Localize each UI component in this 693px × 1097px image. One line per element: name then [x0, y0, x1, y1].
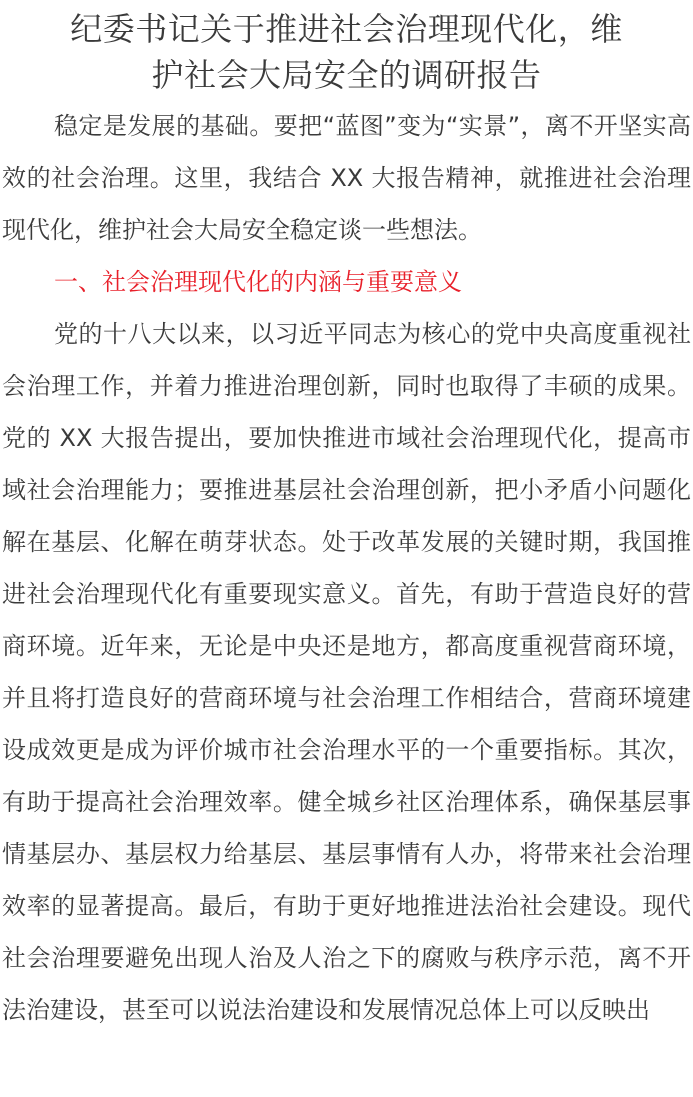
title-line-2: 护社会大局安全的调研报告 [151, 56, 542, 94]
document-title [0, 0, 693, 98]
body-paragraph: 党的十八大以来，以习近平同志为核心的党中央高度重视社会治理工作，并着力推进治理创新，同时也取得了丰硕的成果。党的 XX 大报告提出，要加快推进市域社会治理现代化，提高市域社会治理能力；要推进基层社会治理创新，把小矛盾小问题化解在基层、化解在萌芽状态。处于改革发展的关键时期，我国推进社会治理现代化有重要现实意义。首先，有助于营造良好的营商环境。近年来，无论是中央还是地方，都高度重视营商环境，并且将打造良好的营商环境与社会治理工作相结合，营商环境建设成效更是成为评价城市社会治理水平的一个重要指标。其次，有助于提高社会治理效率。健全城乡社区治理体系，确保基层事情基层办、基层权力给基层、基层事情有人办，将带来社会治理效率的显著提高。最后，有助于更好地推进法治社会建设。现代社会治理要避免出现人治及人治之下的腐败与秩序示范，离不开法治建设，甚至可以说法治建设和发展情况总体上可以反映出 [2, 320, 691, 1024]
title-line-1: 纪委书记关于推进社会治理现代化，维 [70, 10, 623, 48]
section-heading: 一、社会治理现代化的内涵与重要意义 [54, 268, 462, 296]
intro-paragraph: 稳定是发展的基础。要把“蓝图”变为“实景”，离不开坚实高效的社会治理。这里，我结合 XX 大报告精神，就推进社会治理现代化，维护社会大局安全稳定谈一些想法。 [2, 112, 691, 244]
document-body [0, 100, 693, 1036]
